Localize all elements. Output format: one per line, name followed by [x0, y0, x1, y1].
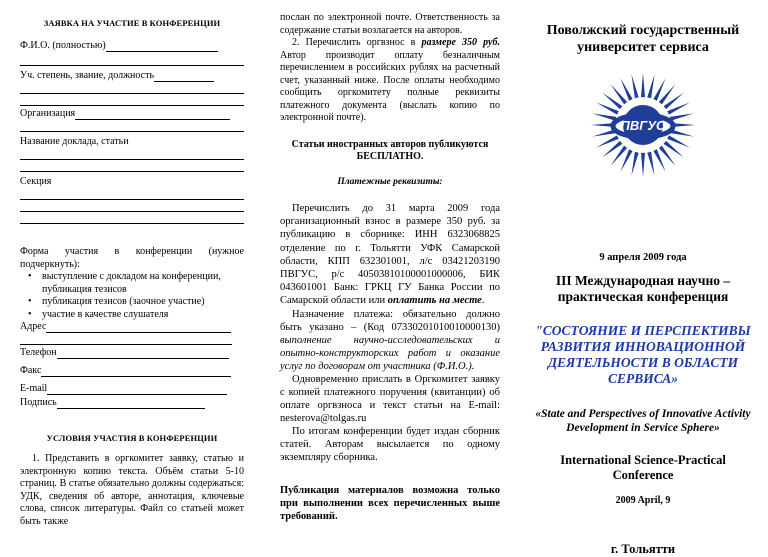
section-blank-line[interactable]	[20, 188, 244, 200]
conditions-title: УСЛОВИЯ УЧАСТИЯ В КОНФЕРЕНЦИИ	[46, 433, 218, 443]
fax-label: Факс	[20, 365, 42, 376]
payment-purpose-text: Назначение платежа: обязательно должно быть указано – (Код 07330201010010000130)	[280, 308, 500, 333]
report-blank-line[interactable]	[20, 148, 244, 160]
payment-purpose-italic: выполнение научно-исследовательских и опытно-конструкторских работ и оказание услуг по договорам от участника (Ф.И.О.).	[280, 334, 500, 372]
fio-label: Ф.И.О. (полностью)	[20, 40, 106, 51]
city: г. Тольятти	[610, 542, 676, 556]
logo-ray	[592, 113, 616, 120]
option-abstracts-only[interactable]: • публикация тезисов (заочное участие)	[32, 296, 244, 309]
section-blank-line-3[interactable]	[20, 212, 244, 224]
payment-details-text: Перечислить до 31 марта 2009 года организационный взнос в размере 350 руб. за публикацию в сборнике: ИНН 6323068825 отделение по г. Тольятти УФК Самарской области, КПП 632301001, л/с 03421203190 ПВГУС, р/с 40503810100001000006, БИК 043601001 Банк: ГРКЦ ГУ Банка России по Самарской области или оплатить на месте.	[280, 203, 500, 307]
conference-date-en: 2009 April, 9	[615, 495, 671, 506]
degree-blank-line[interactable]	[20, 82, 244, 94]
option-listener[interactable]: • участие в качестве слушателя	[32, 309, 244, 322]
phone-field[interactable]	[20, 347, 244, 359]
email-label: E-mail	[20, 383, 48, 394]
foreign-authors-free: Статьи иностранных авторов публикуются БЕСПЛАТНО.	[291, 138, 489, 162]
email-field[interactable]	[20, 383, 244, 395]
conference-title-ru: III Международная научно – практическая конференция	[555, 273, 731, 304]
degree-blank-line-2[interactable]	[20, 94, 244, 106]
address-label: Адрес	[20, 321, 47, 332]
payment-details-title: Платежные реквизиты:	[337, 176, 443, 187]
logo-ray	[647, 152, 654, 176]
logo-ray	[631, 152, 638, 176]
conference-date: 9 апреля 2009 года	[599, 252, 687, 263]
participation-form-intro: Форма участия в конференции (нужное подчеркнуть):	[20, 246, 244, 270]
condition-2-text	[280, 37, 500, 125]
organization-blank-line[interactable]	[20, 120, 244, 132]
organization-label: Организация	[20, 108, 76, 119]
pvgus-logo-icon	[588, 70, 698, 180]
logo-ray	[647, 74, 654, 98]
condition-2-start: 2. Перечислить оргвзнос в	[292, 37, 422, 48]
university-name: Поволжский государственный университет сервиса	[546, 23, 740, 55]
payment-column	[256, 0, 512, 543]
fee-amount: размере 350 руб.	[421, 37, 500, 48]
application-title: ЗАЯВКА НА УЧАСТИЕ В КОНФЕРЕНЦИИ	[43, 18, 221, 28]
condition-2-rest: Автор производит оплату безналичным перечислением в российских рублях на расчетный счет, указанный ниже. После оплаты необходимо сообщить оргкомитету полные реквизиты платежного документа (выслать копию по электронной почте).	[280, 49, 500, 123]
application-form-column	[0, 0, 256, 543]
option-presentation[interactable]: • выступление с докладом на конференции, публикация тезисов	[32, 271, 244, 296]
logo-ray	[670, 113, 694, 120]
fio-blank-line[interactable]	[20, 54, 244, 66]
report-blank-line-2[interactable]	[20, 160, 244, 172]
condition-1-text: 1. Представить в оргкомитет заявку, статью и электронную копию текста. Объём статьи 5-10 страниц. В статье обязательно должны содержаться: УДК, сведения об авторе, аннотация, ключевые слова, список литературы. Файл со статьей может быть также	[20, 453, 244, 527]
report-title-label: Название доклада, статьи	[20, 136, 129, 147]
title-column	[512, 0, 768, 556]
address-blank-line[interactable]	[20, 333, 232, 345]
logo-text: ПВГУС	[620, 118, 666, 133]
section-blank-line-2[interactable]	[20, 200, 244, 212]
participation-options	[20, 271, 244, 321]
signature-label: Подпись	[20, 397, 57, 408]
university-logo	[588, 70, 698, 180]
proceedings-text: По итогам конференции будет издан сборник статей. Авторам высылается по одному экземпляру сборника.	[280, 425, 500, 463]
section-label: Секция	[20, 176, 52, 187]
conference-theme-ru: "СОСТОЯНИЕ И ПЕРСПЕКТИВЫ РАЗВИТИЯ ИННОВАЦИОННОЙ ДЕЯТЕЛЬНОСТИ В ОБЛАСТИ СЕРВИСА»	[535, 323, 751, 386]
conference-theme-en: «State and Perspectives of Innovative Activity Development in Service Sphere»	[535, 408, 751, 434]
logo-ray	[641, 153, 645, 177]
address-field[interactable]	[20, 321, 244, 333]
fio-field[interactable]	[20, 40, 244, 52]
condition-1-continued: послан по электронной почте. Ответственность за содержание статьи возлагается на авторов.	[280, 12, 500, 36]
payment-requisites: Перечислить до 31 марта 2009 года организационный взнос в размере 350 руб. за публикацию в сборнике: ИНН 6323068825 отделение по г. Тольятти УФК Самарской области, КПП 632301001, л/с 03421203190 ПВГУС, р/с 40503810100001000006, БИК 043601001 Банк: ГРКЦ ГУ Банка России по Самарской области или	[280, 203, 500, 307]
degree-label: Уч. степень, звание, должность	[20, 70, 155, 81]
publication-requirements-note: Публикация материалов возможна только при выполнении всех перечисленных выше требований.	[280, 484, 500, 522]
payment-purpose	[280, 308, 500, 373]
degree-field[interactable]	[20, 70, 244, 82]
fax-field[interactable]	[20, 365, 244, 377]
phone-label: Телефон	[20, 347, 57, 358]
logo-ray	[631, 74, 638, 98]
conference-title-en: International Science-Practical Conference	[560, 453, 726, 482]
signature-field[interactable]	[20, 397, 244, 409]
pay-on-site: оплатить на месте	[387, 295, 482, 307]
logo-ray	[641, 73, 645, 97]
send-receipt-text: Одновременно прислать в Оргкомитет заявку с копией платежного поручения (квитанции) об оплате оргвзноса и текст статьи на E-mail: nesterova@tolgas.ru	[280, 373, 500, 424]
organization-field[interactable]	[20, 108, 244, 120]
